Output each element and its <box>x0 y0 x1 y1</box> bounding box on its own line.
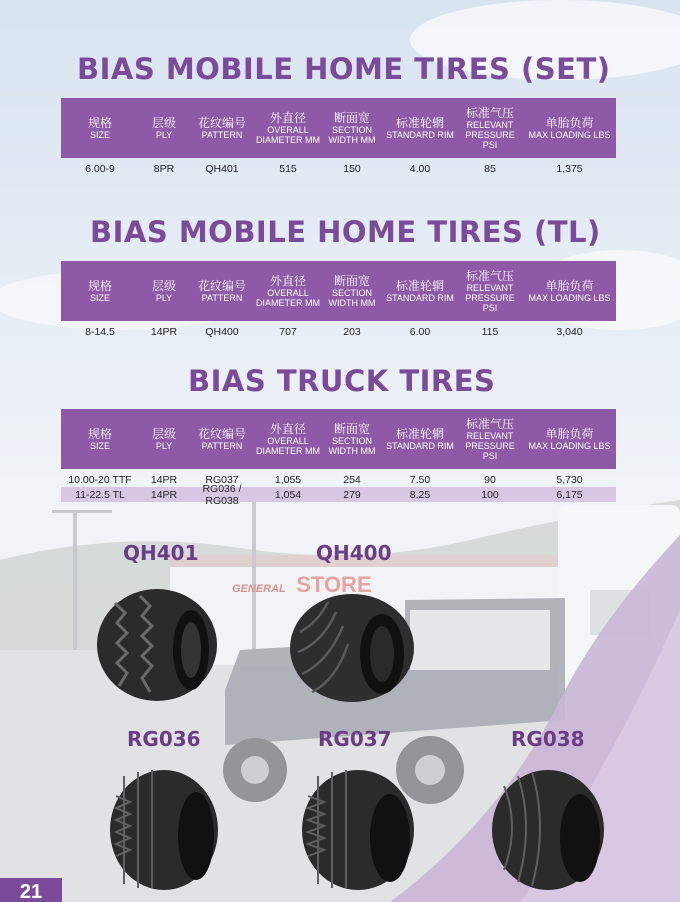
table-header <box>61 409 616 469</box>
col-diameter: 外直径 OVERALL DIAMETER MM <box>256 110 320 145</box>
col-rim: 标准轮辋 STANDARD RIM <box>386 115 454 140</box>
col-diameter: 外直径 OVERALL DIAMETER MM <box>256 421 320 456</box>
col-loading: 单胎负荷 MAX LOADING LBS <box>528 278 611 303</box>
tire-label-rg037: RG037 <box>318 727 392 751</box>
tire-image-rg036 <box>108 766 220 890</box>
col-width: 断面宽 SECTION WIDTH MM <box>328 110 376 145</box>
tire-label-rg036: RG036 <box>127 727 201 751</box>
col-pressure: 标准气压 RELEVANT PRESSURE PSI <box>465 268 515 313</box>
col-ply: 层级 PLY <box>151 115 176 140</box>
tire-image-qh401 <box>95 588 220 703</box>
col-loading: 单胎负荷 MAX LOADING LBS <box>528 115 611 140</box>
tire-label-rg038: RG038 <box>511 727 585 751</box>
col-rim: 标准轮辋 STANDARD RIM <box>386 426 454 451</box>
col-pattern: 花纹编号 PATTERN <box>197 278 246 303</box>
col-size: 规格 SIZE <box>87 115 112 140</box>
table-row: 6.00-9 8PR QH401 515 150 4.00 85 1,375 <box>85 162 583 175</box>
table-truck <box>61 409 616 507</box>
tire-label-qh400: QH400 <box>316 541 392 565</box>
col-diameter: 外直径 OVERALL DIAMETER MM <box>256 273 320 308</box>
col-ply: 层级 PLY <box>151 426 176 451</box>
table-header <box>61 98 616 158</box>
col-ply: 层级 PLY <box>151 278 176 303</box>
table-mobile-home-tl <box>61 261 616 339</box>
section-title-mobile-home-set: BIAS MOBILE HOME TIRES (SET) <box>77 52 611 86</box>
page-number: 21 <box>0 878 62 902</box>
col-pressure: 标准气压 RELEVANT PRESSURE PSI <box>465 105 515 150</box>
col-pressure: 标准气压 RELEVANT PRESSURE PSI <box>465 416 515 461</box>
col-width: 断面宽 SECTION WIDTH MM <box>328 273 376 308</box>
store-sign-store: STORE <box>296 572 372 597</box>
col-pattern: 花纹编号 PATTERN <box>197 115 246 140</box>
tire-label-qh401: QH401 <box>123 541 199 565</box>
tire-image-rg038 <box>490 766 608 890</box>
store-sign-general: GENERAL <box>232 583 286 595</box>
tire-image-rg037 <box>300 766 418 890</box>
col-size: 规格 SIZE <box>87 426 112 451</box>
col-pattern: 花纹编号 PATTERN <box>197 426 246 451</box>
tire-image-qh400 <box>288 592 416 704</box>
table-header <box>61 261 616 321</box>
section-title-truck: BIAS TRUCK TIRES <box>188 364 496 398</box>
col-size: 规格 SIZE <box>87 278 112 303</box>
table-mobile-home-set <box>61 98 616 176</box>
col-width: 断面宽 SECTION WIDTH MM <box>328 421 376 456</box>
col-rim: 标准轮辋 STANDARD RIM <box>386 278 454 303</box>
table-row: 8-14.5 14PR QH400 707 203 6.00 115 3,040 <box>85 325 583 338</box>
section-title-mobile-home-tl: BIAS MOBILE HOME TIRES (TL) <box>90 215 601 249</box>
col-loading: 单胎负荷 MAX LOADING LBS <box>528 426 611 451</box>
table-row: 10.00-20 TTF 14PR RG037 1,055 254 7.50 90 5,730 <box>68 473 583 486</box>
table-row: 11-22.5 TL 14PR RG036 / RG038 1,054 279 8.25 100 6,175 <box>61 487 616 502</box>
